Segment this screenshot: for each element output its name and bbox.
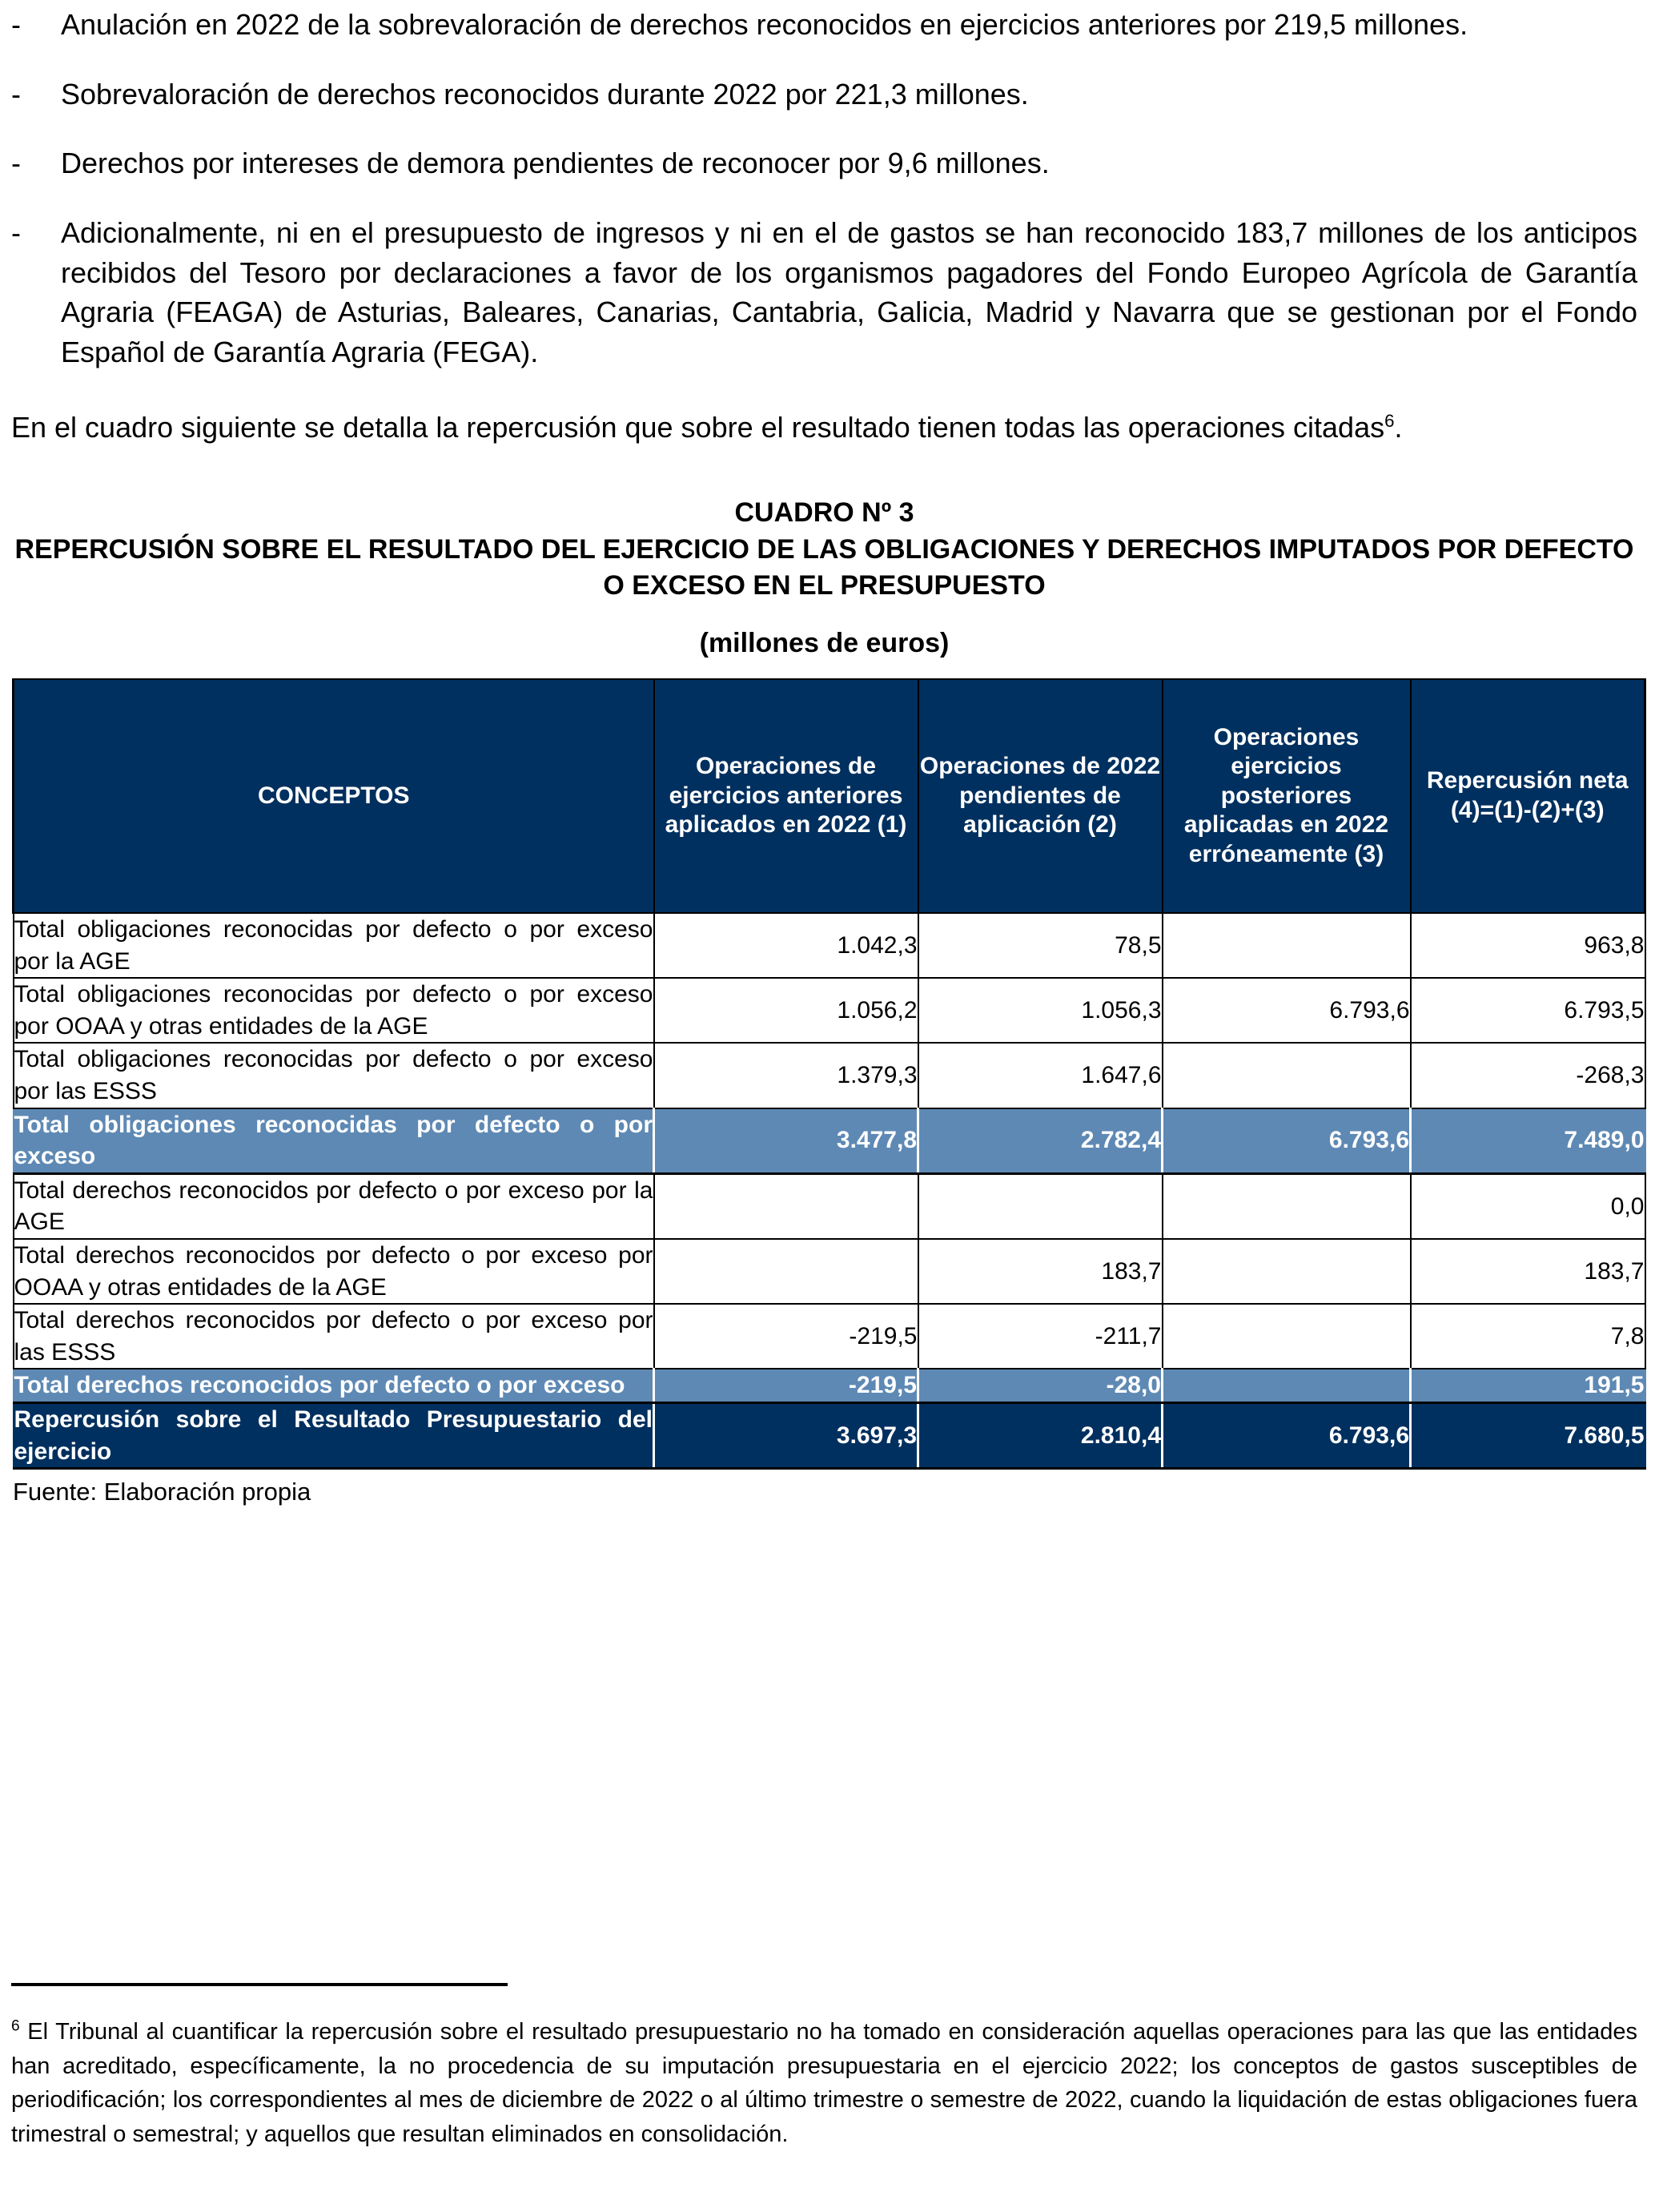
- list-item-text: Adicionalmente, ni en el presupuesto de ingresos y ni en el de gastos se han reconocido 183,7 millones de los anticipos recibidos del Tesoro por declaraciones a favor de los organismos pagadores del Fondo Europeo Agrícola de Garantía Agraria (FEAGA) de Asturias, Baleares, Canarias, Cantabria, Galicia, Madrid y Navarra que se gestionan por el Fondo Español de Garantía Agraria (FEGA).: [61, 216, 1637, 369]
- row-concept: Total obligaciones reconocidas por defecto o por exceso por la AGE: [14, 913, 654, 978]
- footnote-6: [11, 2015, 1637, 2152]
- row-value-4: 191,5: [1411, 1369, 1645, 1402]
- list-item: [11, 213, 1637, 372]
- row-concept: Total derechos reconocidos por defecto o por exceso por las ESSS: [14, 1304, 654, 1369]
- column-header-conceptos: CONCEPTOS: [14, 679, 654, 913]
- table-row-total: [14, 1402, 1645, 1468]
- row-concept: Total obligaciones reconocidas por defecto o por exceso por las ESSS: [14, 1043, 654, 1108]
- intro-paragraph-period: .: [1394, 410, 1403, 444]
- cuadro-number: CUADRO Nº 3: [734, 497, 914, 529]
- row-value-2: -211,7: [918, 1304, 1163, 1369]
- table-row: [14, 1043, 1645, 1108]
- row-value-4: -268,3: [1411, 1043, 1645, 1108]
- row-concept: Total derechos reconocidos por defecto o por exceso por OOAA y otras entidades de la AGE: [14, 1239, 654, 1304]
- column-header-operaciones-2022-pendientes: Operaciones de 2022 pendientes de aplicación (2): [918, 679, 1163, 913]
- row-concept: Total derechos reconocidos por defecto o por exceso: [14, 1369, 654, 1402]
- row-value-4: 7.680,5: [1411, 1402, 1645, 1468]
- row-value-1: 1.056,2: [654, 978, 918, 1043]
- table-row-subtotal: [14, 1369, 1645, 1402]
- row-value-2: 183,7: [918, 1239, 1163, 1304]
- cuadro-title: REPERCUSIÓN SOBRE EL RESULTADO DEL EJERCICIO DE LAS OBLIGACIONES Y DERECHOS IMPUTADOS POR DEFECTO O EXCESO EN EL PRESUPUESTO: [14, 533, 1634, 601]
- row-value-4: 183,7: [1411, 1239, 1645, 1304]
- column-header-operaciones-anteriores: Operaciones de ejercicios anteriores aplicados en 2022 (1): [654, 679, 918, 913]
- list-item-text: Anulación en 2022 de la sobrevaloración de derechos reconocidos en ejercicios anteriores por 219,5 millones.: [61, 8, 1468, 41]
- row-value-3: [1163, 1173, 1411, 1239]
- bullet-marker-icon: -: [11, 77, 21, 111]
- row-value-1: -219,5: [654, 1369, 918, 1402]
- row-value-4: 7.489,0: [1411, 1108, 1645, 1174]
- row-concept: Total obligaciones reconocidas por defecto o por exceso por OOAA y otras entidades de la AGE: [14, 978, 654, 1043]
- row-value-1: [654, 1239, 918, 1304]
- row-value-3: [1163, 913, 1411, 978]
- table-row: [14, 1304, 1645, 1369]
- bullet-marker-icon: -: [11, 216, 21, 250]
- intro-paragraph-text: En el cuadro siguiente se detalla la repercusión que sobre el resultado tienen todas las operaciones citadas: [11, 410, 1385, 444]
- table-row: [14, 1173, 1645, 1239]
- row-value-1: 1.042,3: [654, 913, 918, 978]
- row-value-3: [1163, 1369, 1411, 1402]
- footnote-text: El Tribunal al cuantificar la repercusión sobre el resultado presupuestario no ha tomado en consideración aquellas operaciones para las que las entidades han acreditado, específicamente, la no procedencia de su imputación presupuestaria en el ejercicio 2022; los conceptos de gastos susceptibles de periodificación; los correspondientes al mes de diciembre de 2022 o al último trimestre o semestre de 2022, cuando la liquidación de estas obligaciones fuera trimestral o semestral; y aquellos que resultan eliminados en consolidación.: [11, 2019, 1638, 2147]
- bullet-list: [11, 5, 1637, 372]
- list-item: [11, 143, 1637, 183]
- row-value-3: 6.793,6: [1163, 1108, 1411, 1174]
- row-value-1: [654, 1173, 918, 1239]
- column-header-repercusion-neta: Repercusión neta (4)=(1)-(2)+(3): [1411, 679, 1645, 913]
- row-value-4: 0,0: [1411, 1173, 1645, 1239]
- intro-paragraph: [11, 408, 1637, 448]
- column-header-operaciones-posteriores: Operaciones ejercicios posteriores aplicadas en 2022 erróneamente (3): [1163, 679, 1411, 913]
- row-value-2: 2.810,4: [918, 1402, 1163, 1468]
- table-row: [14, 978, 1645, 1043]
- row-value-2: 78,5: [918, 913, 1163, 978]
- footnote-reference: 6: [1384, 410, 1395, 431]
- row-value-2: -28,0: [918, 1369, 1163, 1402]
- row-value-3: [1163, 1043, 1411, 1108]
- table-units-label: (millones de euros): [699, 628, 950, 659]
- footnote-marker: 6: [11, 2017, 20, 2035]
- row-value-2: 2.782,4: [918, 1108, 1163, 1174]
- table-body: [14, 913, 1645, 1469]
- row-value-4: 6.793,5: [1411, 978, 1645, 1043]
- document-page: [0, 5, 1655, 2212]
- row-value-2: 1.056,3: [918, 978, 1163, 1043]
- list-item-text: Derechos por intereses de demora pendientes de reconocer por 9,6 millones.: [61, 147, 1050, 180]
- footnote-block: [11, 1983, 1637, 2152]
- table-header: [14, 679, 1645, 913]
- row-value-1: 3.477,8: [654, 1108, 918, 1174]
- row-value-1: 3.697,3: [654, 1402, 918, 1468]
- bullet-marker-icon: -: [11, 147, 21, 180]
- row-value-3: 6.793,6: [1163, 978, 1411, 1043]
- table-source-note: Fuente: Elaboración propia: [13, 1478, 311, 1506]
- repercusion-table: [12, 678, 1646, 1470]
- table-row-subtotal: [14, 1108, 1645, 1174]
- row-concept: Total derechos reconocidos por defecto o por exceso por la AGE: [14, 1173, 654, 1239]
- row-value-1: -219,5: [654, 1304, 918, 1369]
- row-concept: Total obligaciones reconocidas por defecto o por exceso: [14, 1108, 654, 1174]
- row-value-3: [1163, 1239, 1411, 1304]
- row-value-2: [918, 1173, 1163, 1239]
- list-item: [11, 74, 1637, 115]
- table-header-row: [14, 679, 1645, 913]
- row-value-3: [1163, 1304, 1411, 1369]
- row-value-2: 1.647,6: [918, 1043, 1163, 1108]
- row-value-4: 7,8: [1411, 1304, 1645, 1369]
- list-item-text: Sobrevaloración de derechos reconocidos durante 2022 por 221,3 millones.: [61, 77, 1029, 111]
- row-value-3: 6.793,6: [1163, 1402, 1411, 1468]
- bullet-marker-icon: -: [11, 8, 21, 41]
- footnote-separator: [11, 1983, 508, 1986]
- table-heading: [11, 495, 1637, 604]
- table-row: [14, 1239, 1645, 1304]
- list-item: [11, 5, 1637, 45]
- row-value-4: 963,8: [1411, 913, 1645, 978]
- row-concept: Repercusión sobre el Resultado Presupuestario del ejercicio: [14, 1402, 654, 1468]
- row-value-1: 1.379,3: [654, 1043, 918, 1108]
- table-row: [14, 913, 1645, 978]
